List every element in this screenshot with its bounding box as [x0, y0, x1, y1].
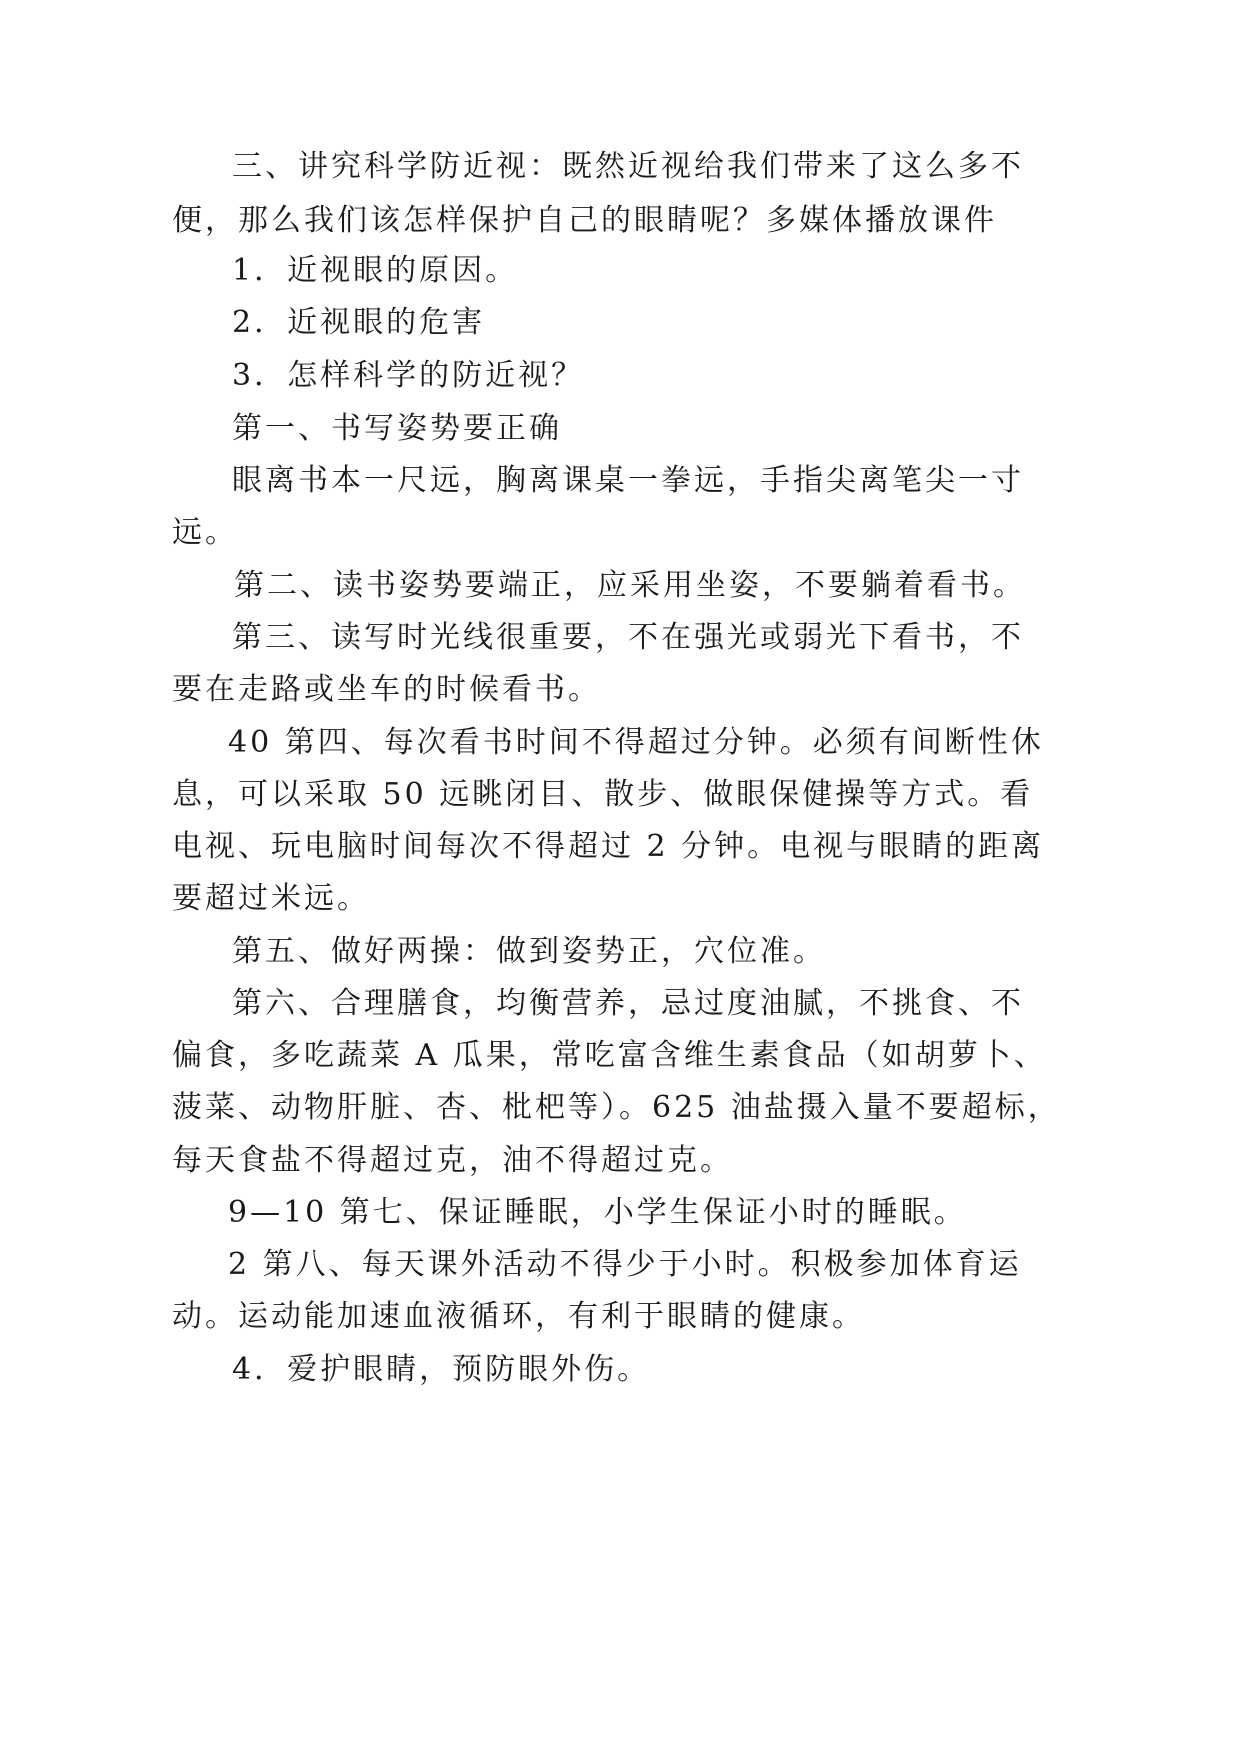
text-line: 每天食盐不得超过克，油不得超过克。 — [172, 1143, 733, 1178]
text-line: 40 第四、每次看书时间不得超过分钟。必须有间断性休 — [228, 725, 1044, 760]
text-line: 2．近视眼的危害 — [232, 305, 486, 340]
text-line: 2 第八、每天课外活动不得少于小时。积极参加体育运 — [228, 1247, 1022, 1282]
text-line: 第六、合理膳食，均衡营养，忌过度油腻，不挑食、不 — [232, 986, 1024, 1021]
text-line: 动。运动能加速血液循环，有利于眼睛的健康。 — [172, 1299, 865, 1334]
text-line: 9—10 第七、保证睡眠，小学生保证小时的睡眠。 — [228, 1195, 967, 1230]
text-line: 电视、玩电脑时间每次不得超过 2 分钟。电视与眼睛的距离 — [172, 829, 1045, 864]
text-line: 远。 — [172, 515, 238, 550]
text-line: 1．近视眼的原因。 — [232, 253, 519, 288]
text-line: 菠菜、动物肝脏、杏、枇杷等）。625 油盐摄入量不要超标， — [172, 1090, 1061, 1125]
text-line: 第一、书写姿势要正确 — [232, 411, 562, 446]
text-line: 便，那么我们该怎样保护自己的眼睛呢？多媒体播放课件 — [172, 203, 997, 238]
text-line: 息，可以采取 50 远眺闭目、散步、做眼保健操等方式。看 — [172, 777, 1034, 812]
text-line: 第二、读书姿势要端正，应采用坐姿，不要躺着看书。 — [234, 568, 1026, 603]
text-line: 4．爱护眼睛，预防眼外伤。 — [232, 1352, 651, 1387]
text-line: 要在走路或坐车的时候看书。 — [172, 672, 601, 707]
text-line: 眼离书本一尺远，胸离课桌一拳远，手指尖离笔尖一寸 — [232, 463, 1024, 498]
text-line: 偏食，多吃蔬菜 A 瓜果，常吃富含维生素食品（如胡萝卜、 — [172, 1038, 1047, 1073]
text-line: 3．怎样科学的防近视？ — [232, 358, 585, 393]
text-line: 三、讲究科学防近视：既然近视给我们带来了这么多不 — [232, 149, 1024, 184]
text-line: 要超过米远。 — [172, 881, 370, 916]
text-line: 第三、读写时光线很重要，不在强光或弱光下看书，不 — [232, 620, 1024, 655]
text-line: 第五、做好两操：做到姿势正，穴位准。 — [232, 934, 826, 969]
